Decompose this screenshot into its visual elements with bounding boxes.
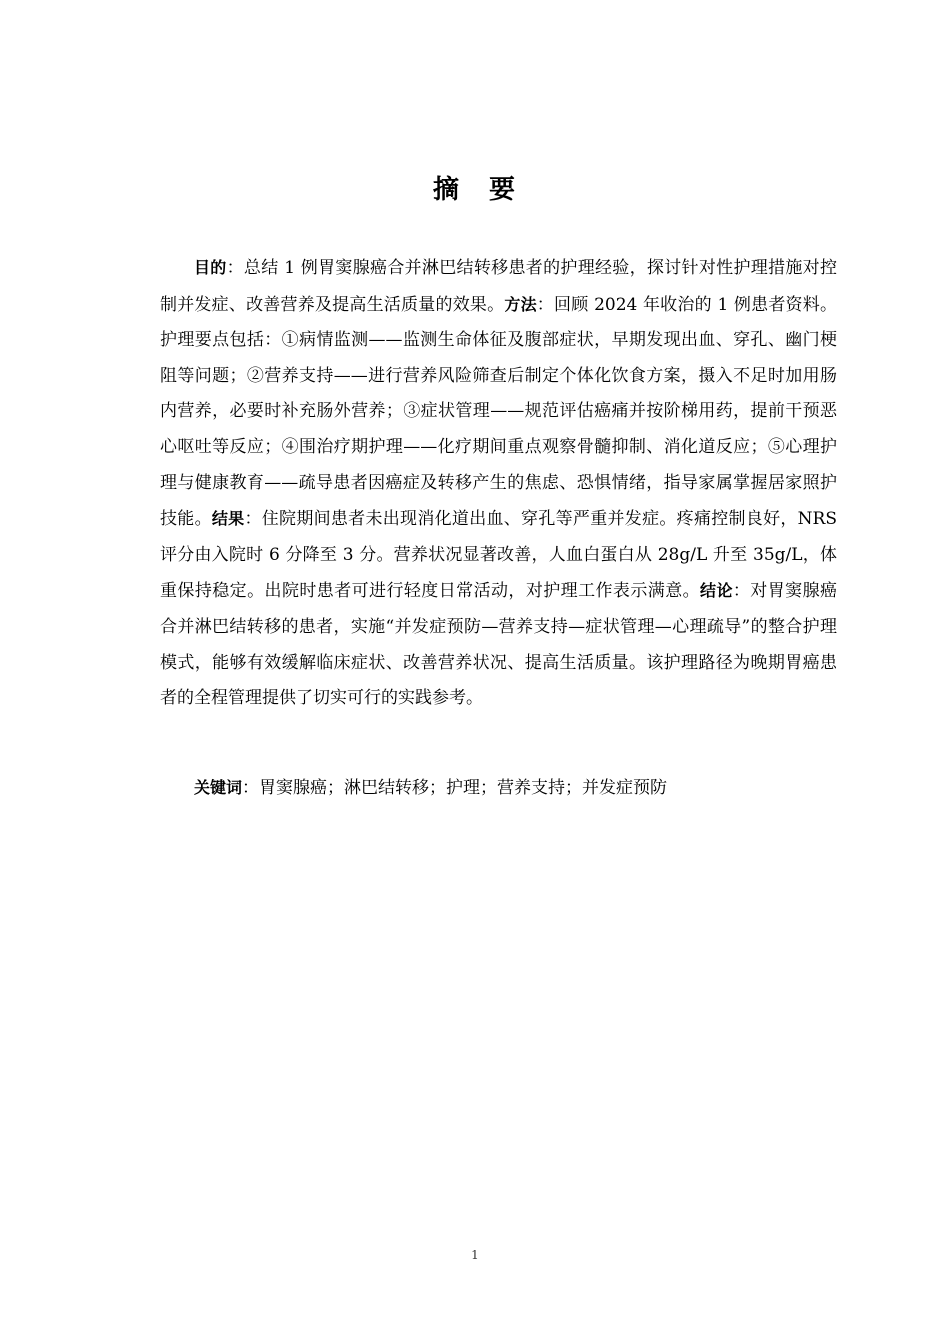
results-label: 结果 <box>211 509 245 529</box>
objective-label: 目的 <box>194 258 227 277</box>
objective-text: ：总结 1 例胃窦腺癌合并淋巴结转移患者的护理经验，探讨针对性护理措施对控制并发症、改善营养及提高生活质量的效果。 <box>160 258 837 315</box>
conclusion-text: ：对胃窦腺癌合并淋巴结转移的患者，实施“并发症预防—营养支持—症状管理—心理疏导”的整合护理模式，能够有效缓解临床症状、改善营养状况、提高生活质量。该护理路径为晚期胃癌患者的全程管理提供了切实可行的实践参考。 <box>160 581 837 709</box>
keywords-line <box>160 770 837 807</box>
results-text: ：住院期间患者未出现消化道出血、穿孔等严重并发症。疼痛控制良好，NRS 评分由入院时 6 分降至 3 分。营养状况显著改善，人血白蛋白从 28g/L 升至 35g/L，体重保持稳定。出院时患者可进行轻度日常活动，对护理工作表示满意。 <box>160 509 837 602</box>
abstract-body <box>160 250 837 717</box>
page-number: 1 <box>471 1248 479 1262</box>
methods-text: ：回顾 2024 年收治的 1 例患者资料。护理要点包括：①病情监测——监测生命体征及腹部症状，早期发现出血、穿孔、幽门梗阻等问题；②营养支持——进行营养风险筛查后制定个体化饮食方案，摄入不足时加用肠内营养，必要时补充肠外营养；③症状管理——规范评估癌痛并按阶梯用药，提前干预恶心呕吐等反应；④围治疗期护理——化疗期间重点观察骨髓抑制、消化道反应；⑤心理护理与健康教育——疏导患者因癌症及转移产生的焦虑、恐惧情绪，指导家属掌握居家照护技能。 <box>160 294 837 530</box>
keywords-text: ：胃窦腺癌；淋巴结转移；护理；营养支持；并发症预防 <box>242 778 668 798</box>
keywords-label: 关键词 <box>194 778 243 797</box>
title-char-1: 摘 <box>432 175 461 205</box>
title-char-2: 要 <box>489 175 518 205</box>
conclusion-label: 结论 <box>700 581 733 601</box>
abstract-title <box>0 168 950 212</box>
methods-label: 方法 <box>504 294 537 314</box>
